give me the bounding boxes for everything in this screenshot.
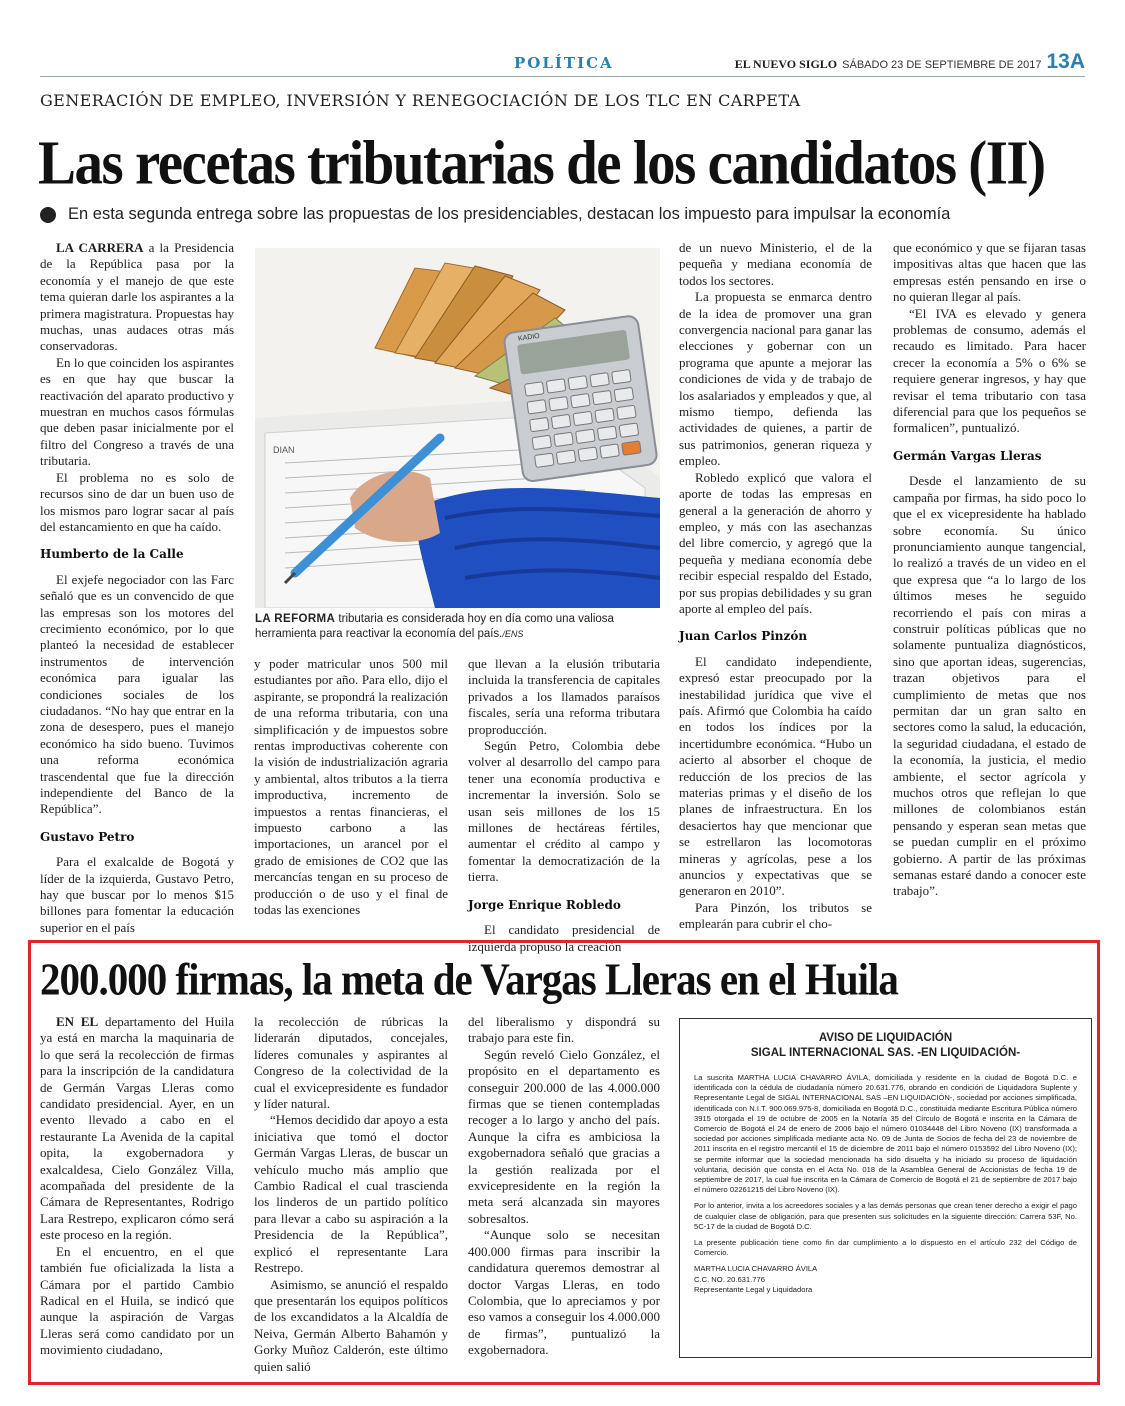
article-paragraph: El problema no es solo de recursos sino de dar un buen uso de los mismos paro lograr sacar al país del estancamiento en que ha caído. bbox=[40, 469, 234, 534]
article-photo bbox=[255, 248, 660, 608]
notice-body bbox=[694, 1073, 1077, 1296]
article-paragraph: En lo que coinciden los aspirantes es en que hay que buscar la reactivación del aparato productivo y muestran en muchos casos fórmulas que deben pasar inicialmente por el filtro del Congreso a través de una tributaria. bbox=[40, 354, 234, 469]
article-paragraph: de un nuevo Ministerio, el de la pequeña y mediana economía de todos los sectores. bbox=[679, 240, 872, 288]
lead-in: EN EL bbox=[56, 1014, 99, 1029]
caption-text: tributaria es considerada hoy en día como una valiosa herramienta para reactivar la economía del país. bbox=[255, 613, 614, 640]
article-paragraph: que económico y que se fijaran tasas impositivas altas que hacen que las empresas estén pensando en irse o no quieran llegar al país. bbox=[893, 240, 1086, 305]
article-paragraph: Para Pinzón, los tributos se emplearán para cubrir el cho- bbox=[679, 899, 872, 932]
article-paragraph: LA CARRERA a la Presidencia de la República pasa por la economía y el manejo de que este tema quieran darle los aspirantes a la primera magistratura. Propuestas hay muchas, unas audaces otras más conservadoras. bbox=[40, 240, 235, 354]
headline: Las recetas tributarias de los candidatos (II) bbox=[38, 128, 1045, 198]
article-column-1 bbox=[40, 240, 234, 936]
notice-paragraph: La suscrita MARTHA LUCIA CHAVARRO ÁVILA, domiciliada y residente en la ciudad de Bogotá D.C. e identificada con la cédula de ciudadanía número 20.631.776, obrando en condición de Liquidadora Suplente y Representante Legal de SIGAL INTERNACIONAL SAS –EN LIQUIDACIÓN-, sociedad por acciones simplificada, identificada con N.I.T. 900.069.975-8, domiciliada en Bogotá D.C., constituida mediante Escritura Pública número 3915 otorgada el 19 de octubre de 2005 en la Notaría 35 del Círculo de Bogotá e inscrita en la Cámara de Comercio de Bogotá el 24 de enero de 2006 bajo el número 01034448 del Libro Noveno (IX) transformada a sociedad por acciones simplificada mediante acta No. 09 de Junta de Socios de fecha del 23 de noviembre de 2011 inscrita en el registro mercantil el 15 de diciembre de 2011 bajo el número 0153592 del Libro Noveno (IX); se permite informar que la sociedad mencionada ha sido disuelta y ha iniciado su proceso de liquidación voluntaria, decisión que consta en el Acta No. 018 de la Asamblea General de Accionistas de fecha 19 de septiembre de 2017, la cual fue inscrita en la Cámara de Comercio de Bogotá el 21 de septiembre de 2017 bajo el número 02261215 del Libro Noveno (IX). bbox=[694, 1073, 1077, 1195]
subhead-text: En esta segunda entrega sobre las propuestas de los presidenciables, destacan los impuesto para impulsar la economía bbox=[68, 205, 951, 223]
article-column-5 bbox=[893, 240, 1086, 900]
box-paragraph: Según reveló Cielo González, el propósito en el departamento es conseguir 200.000 de las 4.000.000 firmas que se tienen contempladas recoger a lo largo y ancho del país. Aunque la cifra es ambiciosa la exgobernadora señaló que gracias a la gestión realizada por el exvicepresidente en la región la meta será alcanzada sin mayores sobresaltos. bbox=[468, 1046, 660, 1226]
box-paragraph: la recolección de rúbricas la liderarán diputados, concejales, líderes comunales y aspirantes al Congreso de la colectividad de la cual el exvicepresidente es fundador y líder natural. bbox=[254, 1014, 448, 1112]
box-paragraph: EN EL departamento del Huila ya está en marcha la maquinaria de lo que será la recolección de firmas para la inscripción de la candidatura de Germán Vargas Lleras como candidato presidencial. Ayer, en un evento llevado a cabo en el restaurante La Avenida de la capital opita, la exgobernadora y exalcaldesa, Cielo González Villa, acompañada del presidente de la Cámara de Representantes, Rodrigo Lara Restrepo, explicaron cómo será este proceso en la región. bbox=[40, 1014, 234, 1243]
article-paragraph: Robledo explicó que valora el aporte de todas las empresas en general a la generación de ahorro y empleo, y más con las asechanzas del libre comercio, y agregó que la pequeña y mediana economía debe recibir especial respaldo del Estado, por sus propias debilidades y su gran aporte al empleo del país. bbox=[679, 469, 872, 616]
publication-name: EL NUEVO SIGLO bbox=[734, 57, 838, 71]
subhead bbox=[40, 205, 950, 224]
section-heading: Juan Carlos Pinzón bbox=[679, 629, 808, 644]
photo-caption bbox=[255, 612, 660, 642]
notice-signature bbox=[694, 1264, 1077, 1296]
calculator-money-illustration bbox=[255, 248, 660, 608]
section-heading: Germán Vargas Lleras bbox=[893, 448, 1042, 463]
article-paragraph: El candidato independiente, expresó estar preocupado por la inestabilidad jurídica que vive el país. Afirmó que Colombia ha caído en todos los índices por la incertidumbre económica. “Hubo un acierto al absorber el choque de reducción de los precios de las materias primas y el diseño de los planes de infraestructura. En los desaciertos hay que mencionar que se estrellaron las locomotoras mineras y agrícolas, pese a los anuncios y expectativas que se generaron en 2010”. bbox=[679, 653, 872, 899]
article-paragraph: El candidato presidencial de izquierda propuso la creación bbox=[468, 922, 660, 954]
notice-subtitle: SIGAL INTERNACIONAL SAS. -EN LIQUIDACIÓN- bbox=[750, 1047, 1021, 1059]
section-heading: Humberto de la Calle bbox=[40, 547, 184, 562]
notice-paragraph: La presente publicación tiene como fin dar cumplimiento a lo dispuesto en el artículo 232 del Código de Comercio. bbox=[694, 1238, 1077, 1258]
box-paragraph: del liberalismo y dispondrá su trabajo para este fin. bbox=[468, 1014, 660, 1046]
box-headline: 200.000 firmas, la meta de Vargas Lleras en el Huila bbox=[40, 953, 898, 1005]
calculator-brand: KADIO bbox=[517, 332, 541, 343]
page-folio bbox=[735, 50, 1085, 74]
article-paragraph: Para el exalcalde de Bogotá y líder de la izquierda, Gustavo Petro, hay que buscar por lo menos $15 billones para fomentar la educación superior en el país bbox=[40, 854, 234, 935]
article-paragraph: Desde el lanzamiento de su campaña por firmas, ha sido poco lo que el ex vicepresidente ha hablado sobre economía. Su único pronunciamiento aunque tangencial, lo realizó a través de un video en el que expresa que “a lo largo de los últimos meses he seguido recorriendo el país con miras a construir políticas públicas que no solamente puntualiza diagnósticos, sino que aportan ideas, sugerencias, trazan objetivos para el cumplimiento de metas que nos permitan dar un gran salto en sectores como la salud, la educación, la seguridad ciudadana, el estado de la economía, la justicia, el medio ambiente, el sector agrícola y muchos otros que reflejan lo que millones de colombianos están pensando y esperan sean metas que se puedan cumplir en el próximo gobierno. A partir de las próximas semanas estaré dando a conocer este trabajo”. bbox=[893, 473, 1086, 899]
box-paragraph: “Aunque solo se necesitan 400.000 firmas para inscribir la candidatura queremos demostrar al doctor Vargas Lleras, en todo Colombia, que lo apreciamos y por eso vamos a conseguir los 4.000.000 de firmas”, puntualizó la exgobernadora. bbox=[468, 1227, 660, 1358]
signer-role: Representante Legal y Liquidadora bbox=[694, 1285, 813, 1295]
signer-id: C.C. NO. 20.631.776 bbox=[694, 1274, 765, 1284]
article-column-2 bbox=[254, 656, 448, 919]
kicker: GENERACIÓN DE EMPLEO, INVERSIÓN Y RENEGOCIACIÓN DE LOS TLC EN CARPETA bbox=[40, 91, 801, 110]
box-paragraph: En el encuentro, en el que también fue oficializada la lista a Cámara por el partido Cambio Radical en el Huila, se indicó que aunque la aspiración de Vargas Lleras será como candidato por un movimiento ciudadano, bbox=[40, 1243, 234, 1358]
article-paragraph: El exjefe negociador con las Farc señaló que es un convencido de que las empresas son los motores del crecimiento económico, por lo que planteó la necesidad de establecer instrumentos de intervención económica para igualar las condiciones sociales de los ciudadanos. “No hay que entrar en la zona de desespero, pues el manejo económico ha sido bueno. Tuvimos una reforma económica trascendental que fue la dirección independiente del Banco de la República”. bbox=[40, 571, 234, 817]
liquidation-notice bbox=[679, 1018, 1092, 1358]
article-column-4 bbox=[679, 240, 872, 933]
photo-credit: /ENS bbox=[502, 629, 524, 639]
notice-title: AVISO DE LIQUIDACIÓN bbox=[818, 1032, 953, 1044]
box-column-2 bbox=[254, 1014, 448, 1375]
page-number: 13A bbox=[1046, 50, 1085, 73]
article-paragraph: La propuesta se enmarca dentro de la idea de promover una gran convergencia nacional para ganar las elecciones y gobernar con un programa que apunte a mejorar las condiciones de vida y de trabajo de los asalariados y empleados y que, al mismo tiempo, defienda las actividades de quienes, a partir de sus patrimonios, generan riqueza y empleo. bbox=[679, 289, 872, 469]
box-paragraph: Asimismo, se anunció el respaldo que presentarán los equipos políticos de los excandidatos a la Alcaldía de Neiva, Germán Alberto Bahamón y Gorky Muñoz Calderón, este último quien salió bbox=[254, 1276, 448, 1374]
notice-paragraph: Por lo anterior, invita a los acreedores sociales y a las demás personas que crean tener derecho a exigir el pago de cualquier clase de obligación, para que presenten sus solicitudes en la siguiente dirección: Carrera 53F, No. 5C-17 de la ciudad de Bogotá D.C. bbox=[694, 1201, 1077, 1231]
box-column-1 bbox=[40, 1014, 234, 1359]
section-heading: Gustavo Petro bbox=[40, 829, 135, 844]
article-paragraph: que llevan a la elusión tributaria incluida la transferencia de capitales privados a los llamados paraísos fiscales, sería una reforma tributara proproducción. bbox=[468, 656, 660, 737]
section-label: POLÍTICA bbox=[514, 54, 614, 72]
article-paragraph: y poder matricular unos 500 mil estudiantes por año. Para ello, dijo el aspirante, se propondrá la realización de una reforma tributaria, con una simplificación y de impuestos sobre rentas improductivas coherente con la visión de industrialización agraria y ambiental, altos tributos a la tierra improductiva, incremento de impuestos a rentas financieras, el impuesto carbono a las importaciones, un arancel por el grado de emisiones de CO2 que las mercancías tengan en su proceso de producción o de uso y el final de todas las exenciones bbox=[254, 656, 448, 918]
article-paragraph: “El IVA es elevado y genera problemas de consumo, además el recaudo es limitado. Para hacer crecer la economía a 5% o 6% se requiere generar ingresos, y hay que revisar el tema tributario con tasa diferencial para que los pequeños se formalicen”, puntualizó. bbox=[893, 305, 1086, 436]
article-column-3 bbox=[468, 656, 660, 955]
article-paragraph: Según Petro, Colombia debe volver al desarrollo del campo para tener una economía productiva e incrementar la inversión. Solo se usan seis millones de los 15 millones de hectáreas fértiles, aumentar el crédito al campo y fomentar la democratización de la tierra. bbox=[468, 738, 660, 885]
box-column-3 bbox=[468, 1014, 660, 1359]
box-paragraph: “Hemos decidido dar apoyo a esta iniciativa que tomó el doctor Germán Vargas Lleras, de buscar un vehículo mucho más amplio que Cambio Radical el cual trascienda los linderos de un partido político para llevar a cabo su aspiración a la Presidencia de la República”, explicó el representante Lara Restrepo. bbox=[254, 1112, 448, 1276]
signer-name: MARTHA LUCIA CHAVARRO ÁVILA bbox=[694, 1264, 818, 1274]
caption-lead: LA REFORMA bbox=[255, 613, 336, 625]
header-rule bbox=[40, 76, 1085, 77]
section-heading: Jorge Enrique Robledo bbox=[468, 897, 621, 912]
bullet-icon bbox=[40, 207, 56, 223]
publication-date: SÁBADO 23 DE SEPTIEMBRE DE 2017 bbox=[842, 59, 1042, 71]
lead-in: LA CARRERA bbox=[56, 240, 144, 255]
form-label: DIAN bbox=[273, 445, 295, 455]
